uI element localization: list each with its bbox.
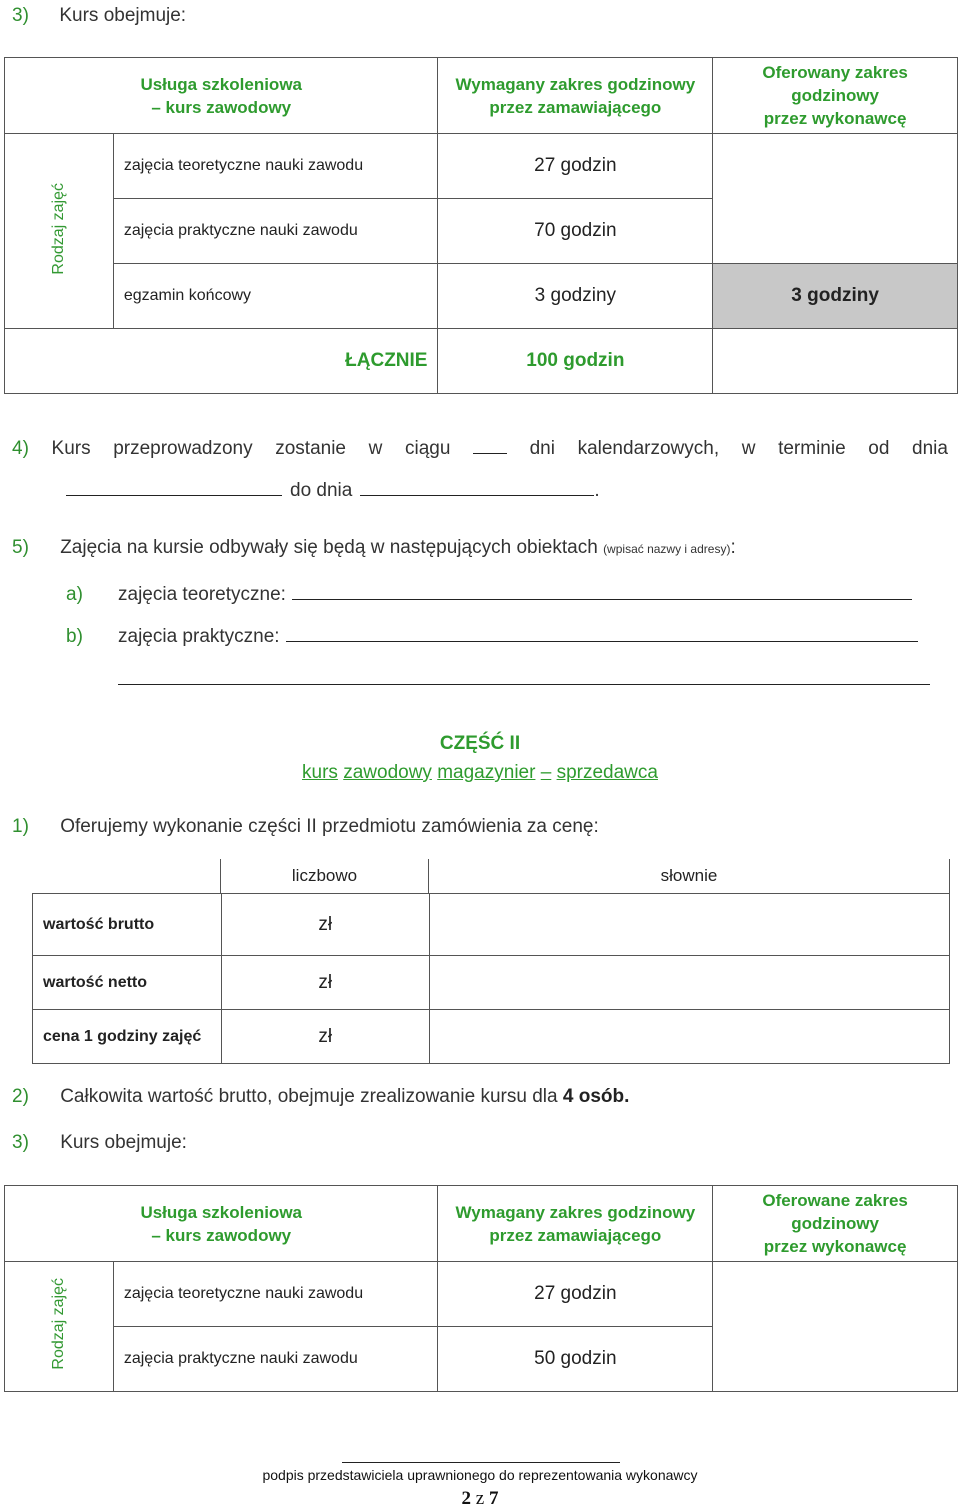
row-name: zajęcia praktyczne nauki zawodu — [113, 199, 438, 264]
header-line: Wymagany zakres godzinowy — [455, 1202, 696, 1222]
word: od — [868, 438, 890, 459]
header-line: Usługa szkoleniowa — [140, 1202, 302, 1222]
subtitle-word: sprzedawca — [556, 762, 658, 783]
period: . — [594, 480, 600, 501]
header-required — [438, 58, 713, 134]
price-row-label: wartość brutto — [33, 894, 222, 956]
side-label: Rodzaj zajęć — [49, 182, 67, 275]
word: w — [741, 438, 756, 459]
section-number: 4) — [12, 438, 29, 459]
section-note: (wpisać nazwy i adresy) — [603, 542, 731, 556]
signature-caption: podpis przedstawiciela uprawnionego do reprezentowania wykonawcy — [262, 1467, 698, 1483]
word: kalendarzowych, — [577, 438, 720, 459]
word: przeprowadzony — [113, 438, 253, 459]
divider — [949, 859, 950, 893]
item-letter: b) — [66, 626, 83, 647]
section-text: Zajęcia na kursie odbywały się będą w następujących obiektach — [60, 537, 598, 558]
word: ciągu — [404, 438, 451, 459]
header-line: przez wykonawcę — [763, 1237, 907, 1256]
price-number-field[interactable] — [221, 956, 429, 1010]
header-service — [5, 58, 438, 134]
course-hours-table-2 — [4, 1185, 958, 1392]
row-offered: 3 godziny — [713, 264, 958, 329]
section-number: 5) — [12, 537, 29, 558]
part-2-subtitle — [0, 762, 960, 784]
header-line: godzinowy — [791, 86, 880, 105]
item-a — [66, 580, 912, 606]
col-liczbowo: liczbowo — [291, 866, 358, 885]
practice-location-field-2[interactable] — [118, 665, 930, 685]
word: dni — [529, 438, 555, 459]
item-label: zajęcia praktyczne: — [118, 626, 280, 647]
header-line: Usługa szkoleniowa — [140, 74, 302, 94]
header-offered — [713, 58, 958, 134]
row-required: 3 godziny — [438, 264, 713, 329]
header-line: Wymagany zakres godzinowy — [455, 74, 696, 94]
section-title: Kurs obejmuje: — [59, 5, 187, 26]
item-b — [66, 622, 918, 648]
header-offered — [713, 1186, 958, 1262]
section-number: 1) — [12, 816, 29, 837]
row-required: 50 godzin — [438, 1327, 713, 1392]
course-hours-table — [4, 57, 958, 394]
row-name: zajęcia teoretyczne nauki zawodu — [113, 1262, 438, 1327]
row-name: zajęcia teoretyczne nauki zawodu — [113, 134, 438, 199]
subtitle-word: magazynier — [437, 762, 536, 783]
header-line: – kurs zawodowy — [151, 1225, 292, 1245]
section-number: 3) — [12, 5, 29, 26]
page-total: 7 — [488, 1488, 499, 1509]
section-title: Kurs obejmuje: — [60, 1132, 187, 1153]
price-words-field[interactable] — [429, 1010, 949, 1064]
header-line: przez zamawiającego — [489, 97, 662, 117]
header-required — [438, 1186, 713, 1262]
word: Kurs — [51, 438, 91, 459]
section-4-line-2 — [66, 476, 600, 502]
subtitle-word: kurs — [302, 762, 338, 783]
row-offered-input[interactable] — [713, 1262, 958, 1392]
row-name: zajęcia praktyczne nauki zawodu — [113, 1327, 438, 1392]
section-bold: 4 osób. — [562, 1086, 630, 1107]
row-required: 27 godzin — [438, 1262, 713, 1327]
total-value: 100 godzin — [438, 329, 713, 394]
header-line: Oferowane zakres — [762, 1191, 908, 1210]
section-4-line — [12, 434, 948, 460]
item-label: zajęcia teoretyczne: — [118, 584, 286, 605]
row-required: 70 godzin — [438, 199, 713, 264]
part-2-title: CZĘŚĆ II — [439, 733, 521, 754]
total-label: ŁĄCZNIE — [5, 329, 438, 394]
currency: zł — [318, 913, 333, 935]
header-line: Oferowany zakres — [762, 63, 908, 82]
price-row-label: cena 1 godziny zajęć — [33, 1010, 222, 1064]
date-from-field[interactable] — [66, 476, 282, 496]
price-number-field[interactable] — [221, 1010, 429, 1064]
practice-location-field[interactable] — [286, 622, 918, 642]
section-text: Oferujemy wykonanie części II przedmiotu zamówienia za cenę: — [60, 816, 599, 837]
header-line: – kurs zawodowy — [151, 97, 292, 117]
section-number: 3) — [12, 1132, 29, 1153]
word: dnia — [912, 438, 948, 459]
header-service — [5, 1186, 438, 1262]
section-3-heading — [12, 5, 186, 27]
price-number-field[interactable] — [221, 894, 429, 956]
word: zostanie — [275, 438, 347, 459]
price-row-label: wartość netto — [33, 956, 222, 1010]
section-text: Całkowita wartość brutto, obejmuje zrealizowanie kursu dla — [60, 1086, 558, 1107]
page-number — [0, 1488, 960, 1510]
price-words-field[interactable] — [429, 894, 949, 956]
currency: zł — [318, 1025, 333, 1047]
signature-line — [342, 1462, 620, 1463]
subtitle-word: – — [540, 762, 552, 783]
date-to-field[interactable] — [360, 476, 594, 496]
header-line: przez wykonawcę — [763, 109, 907, 128]
price-words-field[interactable] — [429, 956, 949, 1010]
word: terminie — [778, 438, 846, 459]
subtitle-word: zawodowy — [343, 762, 432, 783]
currency: zł — [318, 971, 333, 993]
word: w — [368, 438, 383, 459]
page-current: 2 — [461, 1488, 472, 1509]
colon: : — [730, 537, 736, 558]
total-offered-input[interactable] — [713, 329, 958, 394]
side-label: Rodzaj zajęć — [49, 1278, 67, 1370]
side-label-cell — [5, 134, 114, 329]
section-number: 2) — [12, 1086, 29, 1107]
row-offered-input[interactable] — [713, 134, 958, 264]
price-table — [32, 893, 950, 1064]
page-sep: z — [475, 1488, 485, 1509]
col-slownie: słownie — [660, 866, 718, 885]
days-field[interactable] — [473, 434, 507, 454]
row-name: egzamin końcowy — [113, 264, 438, 329]
theory-location-field[interactable] — [292, 580, 912, 600]
header-line: godzinowy — [791, 1214, 880, 1233]
section-5-heading — [12, 537, 736, 559]
item-letter: a) — [66, 584, 83, 605]
do-dnia-label: do dnia — [290, 480, 353, 501]
p2-section-2 — [12, 1086, 629, 1108]
p2-section-1 — [12, 816, 599, 838]
side-label-cell — [5, 1262, 114, 1392]
p2-section-3 — [12, 1132, 187, 1154]
row-required: 27 godzin — [438, 134, 713, 199]
header-line: przez zamawiającego — [489, 1225, 662, 1245]
